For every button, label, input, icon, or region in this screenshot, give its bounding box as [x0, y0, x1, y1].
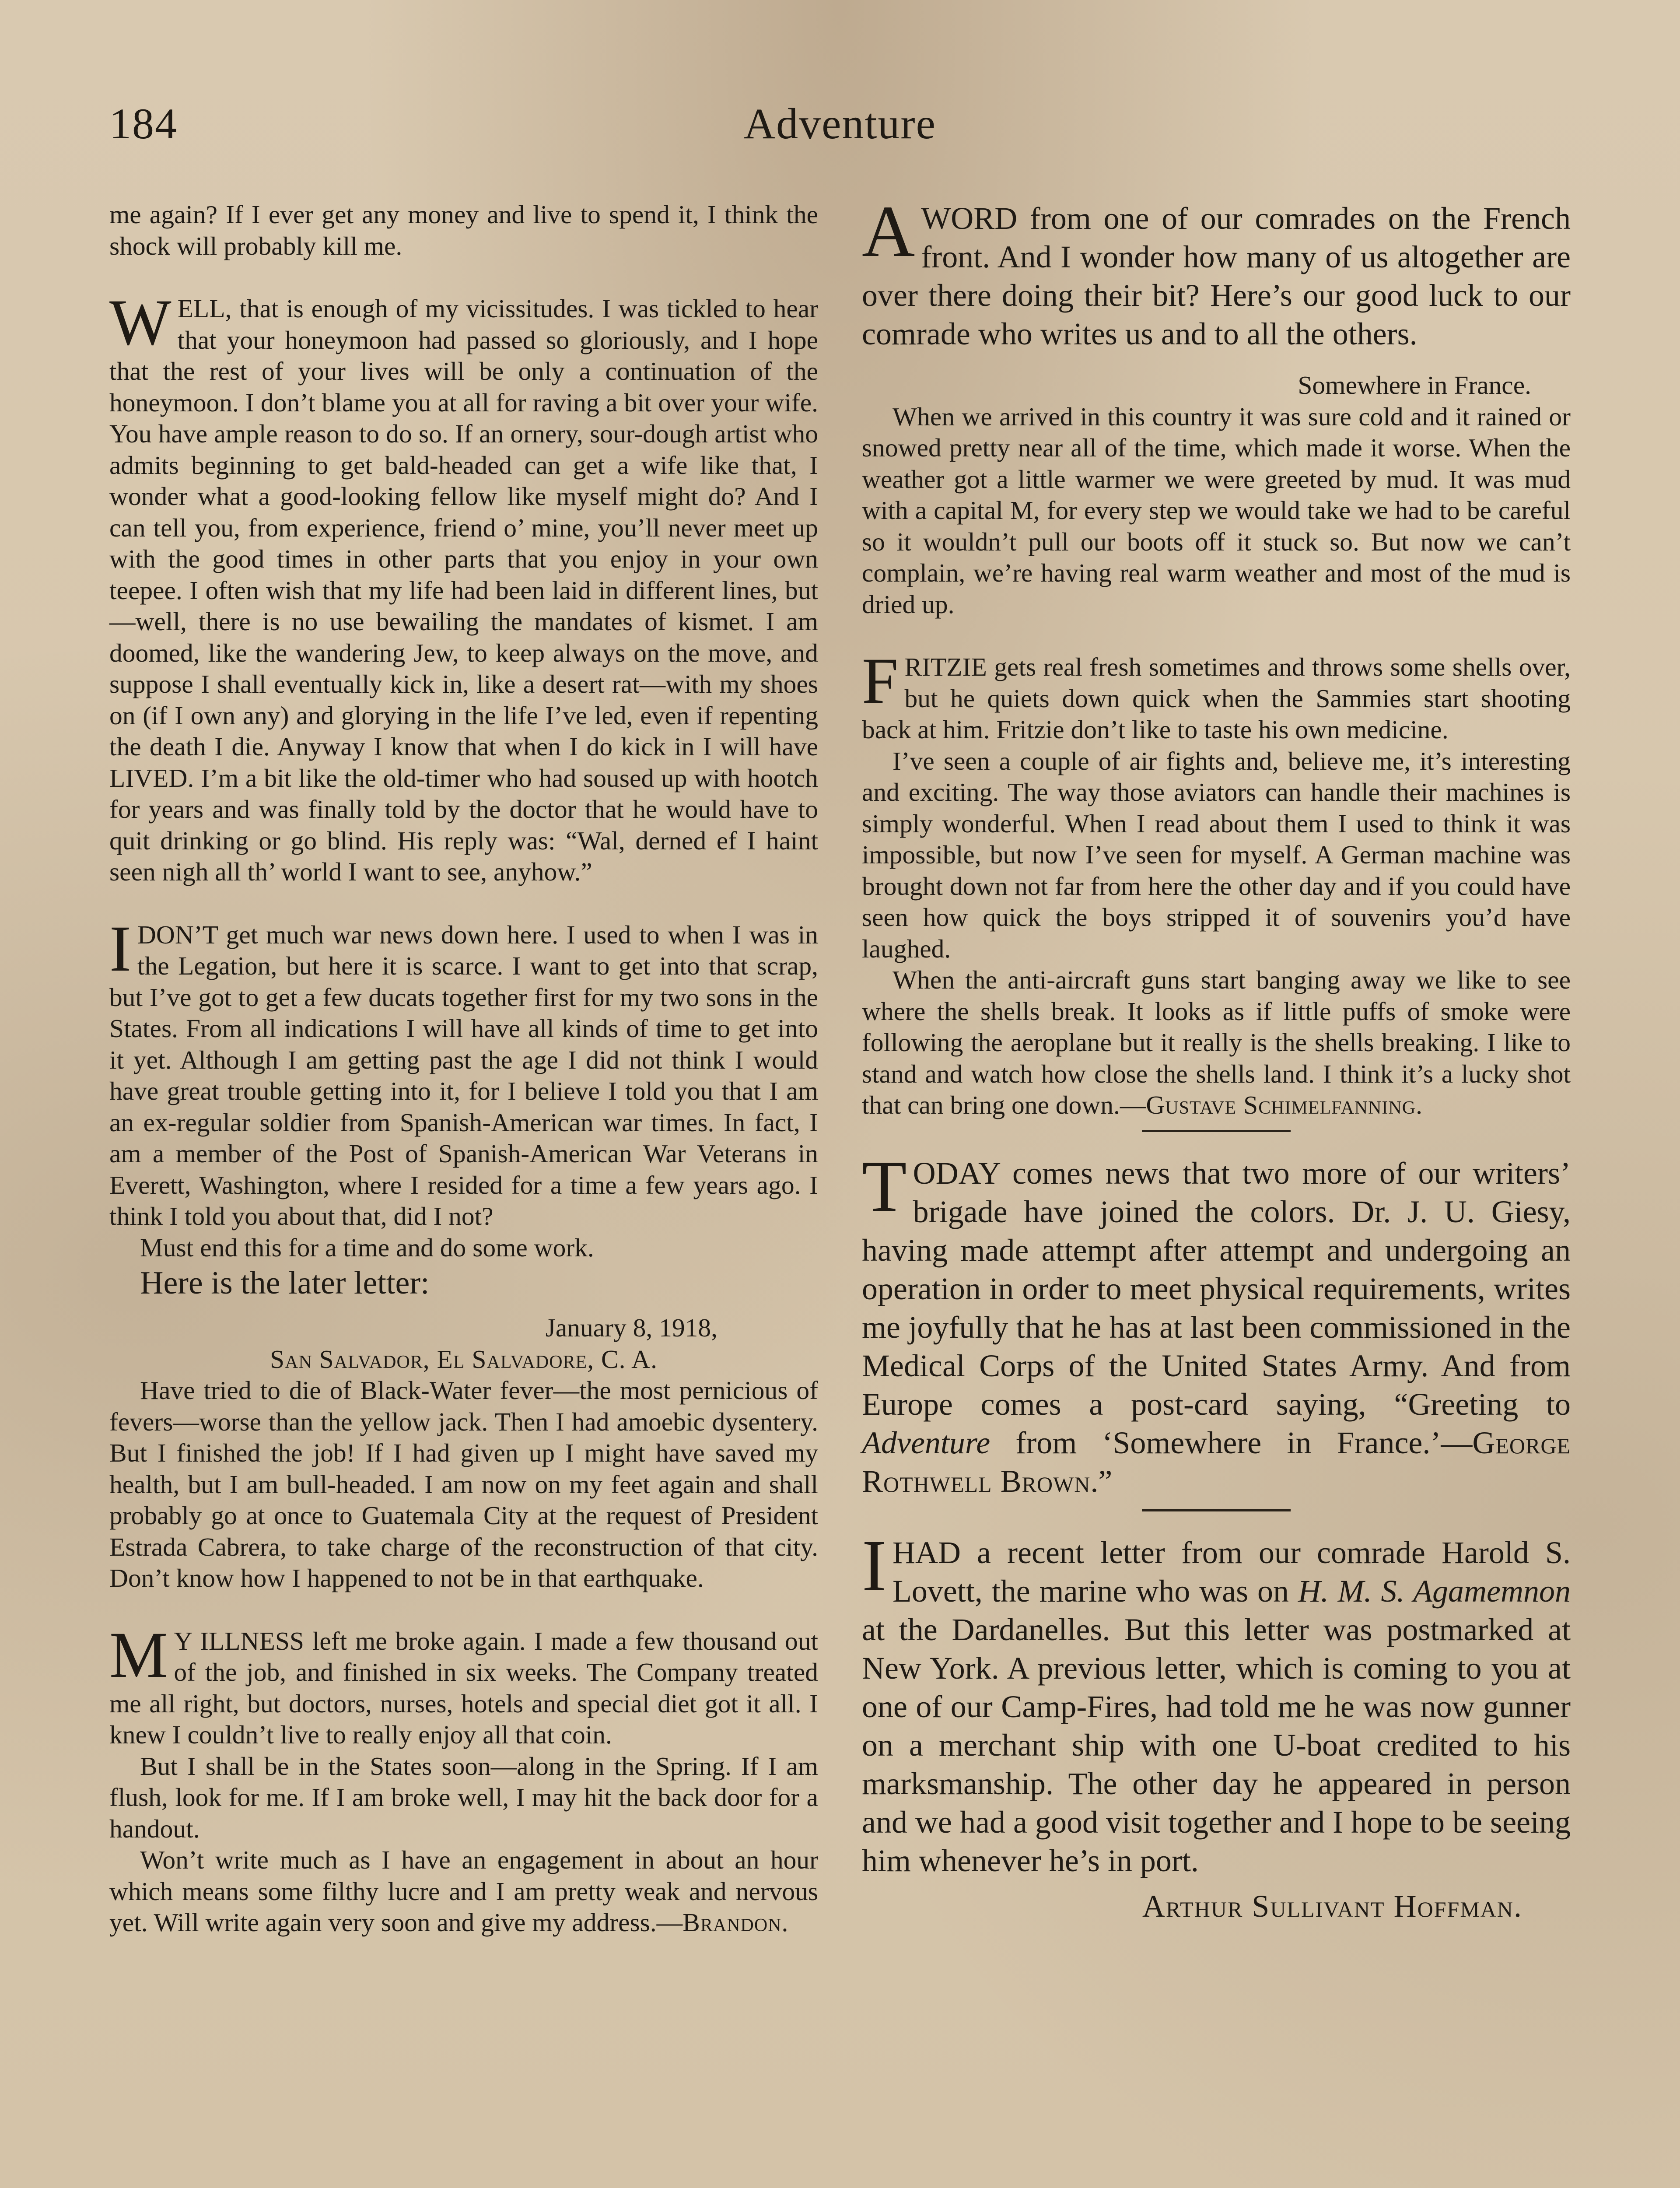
section-divider: [1142, 1509, 1291, 1511]
paragraph-text: RITZIE gets real fresh sometimes and throws some shells over, but he quiets down quick when the Sammies start shooting back at him. Fritzie don’t like to taste his own medicine.: [862, 652, 1571, 744]
author-signature: Gustave Schimelfanning.: [1146, 1090, 1423, 1119]
letter-dateline: Somewhere in France.: [1298, 371, 1531, 400]
paragraph-text: Y ILLNESS left me broke again. I made a few thousand out of the job, and finished in six weeks. The Company treated me all right, but doctors, nurses, hotels and special diet got it all. I knew I couldn’t live to really enjoy all that coin.: [109, 1626, 818, 1749]
page-number: 184: [109, 99, 178, 148]
paragraph: [109, 1844, 818, 1939]
paragraph: [109, 286, 818, 888]
right-column: [862, 191, 1571, 2188]
letter-location: San Salvador, El Salvadore, C. A.: [270, 1344, 658, 1374]
paragraph-text: HAD a recent letter from our comrade Harold S. Lovett, the marine who was on: [892, 1535, 1571, 1609]
drop-cap: A: [862, 191, 915, 272]
paragraph: me again? If I ever get any money and live to spend it, I think the shock will probably kill me.: [109, 200, 818, 260]
paragraph: [109, 912, 818, 1232]
author-signature: George Rothwell Brown: [862, 1425, 1571, 1499]
paragraph-text: WORD from one of our comrades on the French front. And I wonder how many of us altogether are over there doing their bit? Here’s our good luck to our comrade who writes us and to all the others.: [862, 201, 1571, 351]
paragraph-text: Won’t write much as I have an engagement in about an hour which means some filthy lucre and I am pretty weak and nervous yet. Will write again very soon and give my address.—: [109, 1845, 818, 1937]
left-column: [109, 199, 818, 2188]
paragraph-text: .”: [1090, 1463, 1113, 1499]
paragraph-text: ODAY comes news that two more of our writers’ brigade have joined the colors. Dr. J. U. Giesy, having made attempt after attempt and undergoing an operation in order to meet physical requirements, writes me joyfully that he has at last been commissioned in the Medical Corps of the United States Army. And from Europe comes a post-card saying, “Greeting to: [862, 1155, 1571, 1422]
paragraph: [109, 1618, 818, 1751]
paragraph: [862, 645, 1571, 746]
lead-paragraph: [862, 1145, 1571, 1501]
lead-paragraph: [862, 191, 1571, 353]
paragraph: Must end this for a time and do some work.: [140, 1233, 594, 1262]
letter-date: January 8, 1918,: [545, 1313, 718, 1342]
magazine-title: Adventure: [862, 1425, 990, 1460]
paragraph: Have tried to die of Black-Water fever—the most pernicious of fevers—worse than the yellow jack. Then I had amoebic dysentery. But I finished the job! If I had given up I might have saved my health, but I am bull-headed. I am now on my feet again and shall probably go at once to Guatemala City at the request of President Estrada Cabrera, to take charge of the reconstruction of that city. Don’t know how I happened to not be in that earthquake.: [109, 1376, 818, 1592]
drop-cap: I: [109, 912, 131, 985]
lead-paragraph: [862, 1525, 1571, 1880]
drop-cap: I: [862, 1525, 886, 1606]
page-header: [109, 98, 1571, 155]
paragraph-text: DON’T get much war news down here. I used to when I was in the Legation, but here it is scarce. I want to get into that scrap, but I’ve got to get a few ducats together first for my two sons in the States. From all indications I will have all kinds of time to get into it yet. Although I am getting past the age I did not think I would have great trouble getting into it, for I believe I told you that I am an ex-regular soldier from Spanish-American war times. In fact, I am a member of the Post of Spanish-American War Veterans in Everett, Washington, where I resided for a time a few years ago. I think I told you about that, did I not?: [109, 920, 818, 1231]
editor-signature: Arthur Sullivant Hoffman.: [1142, 1888, 1522, 1924]
paragraph-text: ELL, that is enough of my vicissitudes. I was tickled to hear that your honeymoon had passed so gloriously, and I hope that the rest of your lives will be only a continuation of the honeymoon. I don’t blame you at all for raving a bit over your wife. You have ample reason to do so. If an ornery, sour-dough artist who admits beginning to get bald-headed can get a wife like that, I wonder what a good-looking fellow like myself might do? And I can tell you, from experience, friend o’ mine, you’ll never meet up with the good times in other parts that you enjoy in your own teepee. I often wish that my life had been laid in different lines, but—well, there is no use bewailing the mandates of kismet. I am doomed, like the wandering Jew, to keep always on the move, and suppose I shall eventually kick in, like a desert rat—with my shoes on (if I own any) and glorying in the life I’ve led, even if repenting the death I die. Anyway I know that when I do kick in I will have LIVED. I’m a bit like the old-timer who had soused up with hootch for years and was finally told by the doctor that he would have to quit drinking or go blind. His reply was: “Wal, derned ef I haint seen nigh all th’ world I want to see, anyhow.”: [109, 294, 818, 886]
drop-cap: M: [109, 1618, 168, 1691]
paragraph: When we arrived in this country it was sure cold and it rained or snowed pretty near all of the time, which made it worse. When the weather got a little warmer we were greeted by mud. It was mud with a capital M, for every step we would take we had to be careful so it wouldn’t pull our boots off it stuck so. But now we can’t complain, we’re having real warm weather and most of the mud is dried up.: [862, 402, 1571, 619]
drop-cap: F: [862, 645, 899, 717]
paragraph: But I shall be in the States soon—along in the Spring. If I am flush, look for me. If I am broke well, I may hit the back door for a handout.: [109, 1751, 818, 1843]
paragraph-text: When the anti-aircraft guns start banging away we like to see where the shells break. It looks as if little puffs of smoke were following the aeroplane but it really is the shells breaking. I like to stand and watch how close the shells land. I think it’s a lucky shot that can bring one down.—: [862, 965, 1571, 1119]
paragraph: [862, 964, 1571, 1121]
paragraph-text: from ‘Somewhere in France.’—: [990, 1425, 1473, 1460]
running-title: Adventure: [743, 99, 937, 148]
drop-cap: T: [862, 1145, 907, 1227]
drop-cap: W: [109, 286, 172, 359]
subheading: Here is the later letter:: [140, 1265, 430, 1301]
section-divider: [1142, 1130, 1291, 1132]
paragraph: I’ve seen a couple of air fights and, believe me, it’s interesting and exciting. The way those aviators can handle their machines is simply wonderful. When I read about them I used to think it was impossible, but now I’ve seen for myself. A German machine was brought down not far from here the other day and if you could have seen how quick the boys stripped it of souvenirs you’d have laughed.: [862, 746, 1571, 963]
paragraph-text: at the Dardanelles. But this letter was postmarked at New York. A previous letter, which is coming to you at one of our Camp-Fires, had told me he was now gunner on a merchant ship with one U-boat credited to his marksmanship. The other day he appeared in person and we had a good visit together and I hope to be seeing him whenever he’s in port.: [862, 1612, 1571, 1878]
author-signature: Brandon.: [682, 1908, 789, 1937]
ship-name: H. M. S. Agamemnon: [1298, 1573, 1571, 1609]
